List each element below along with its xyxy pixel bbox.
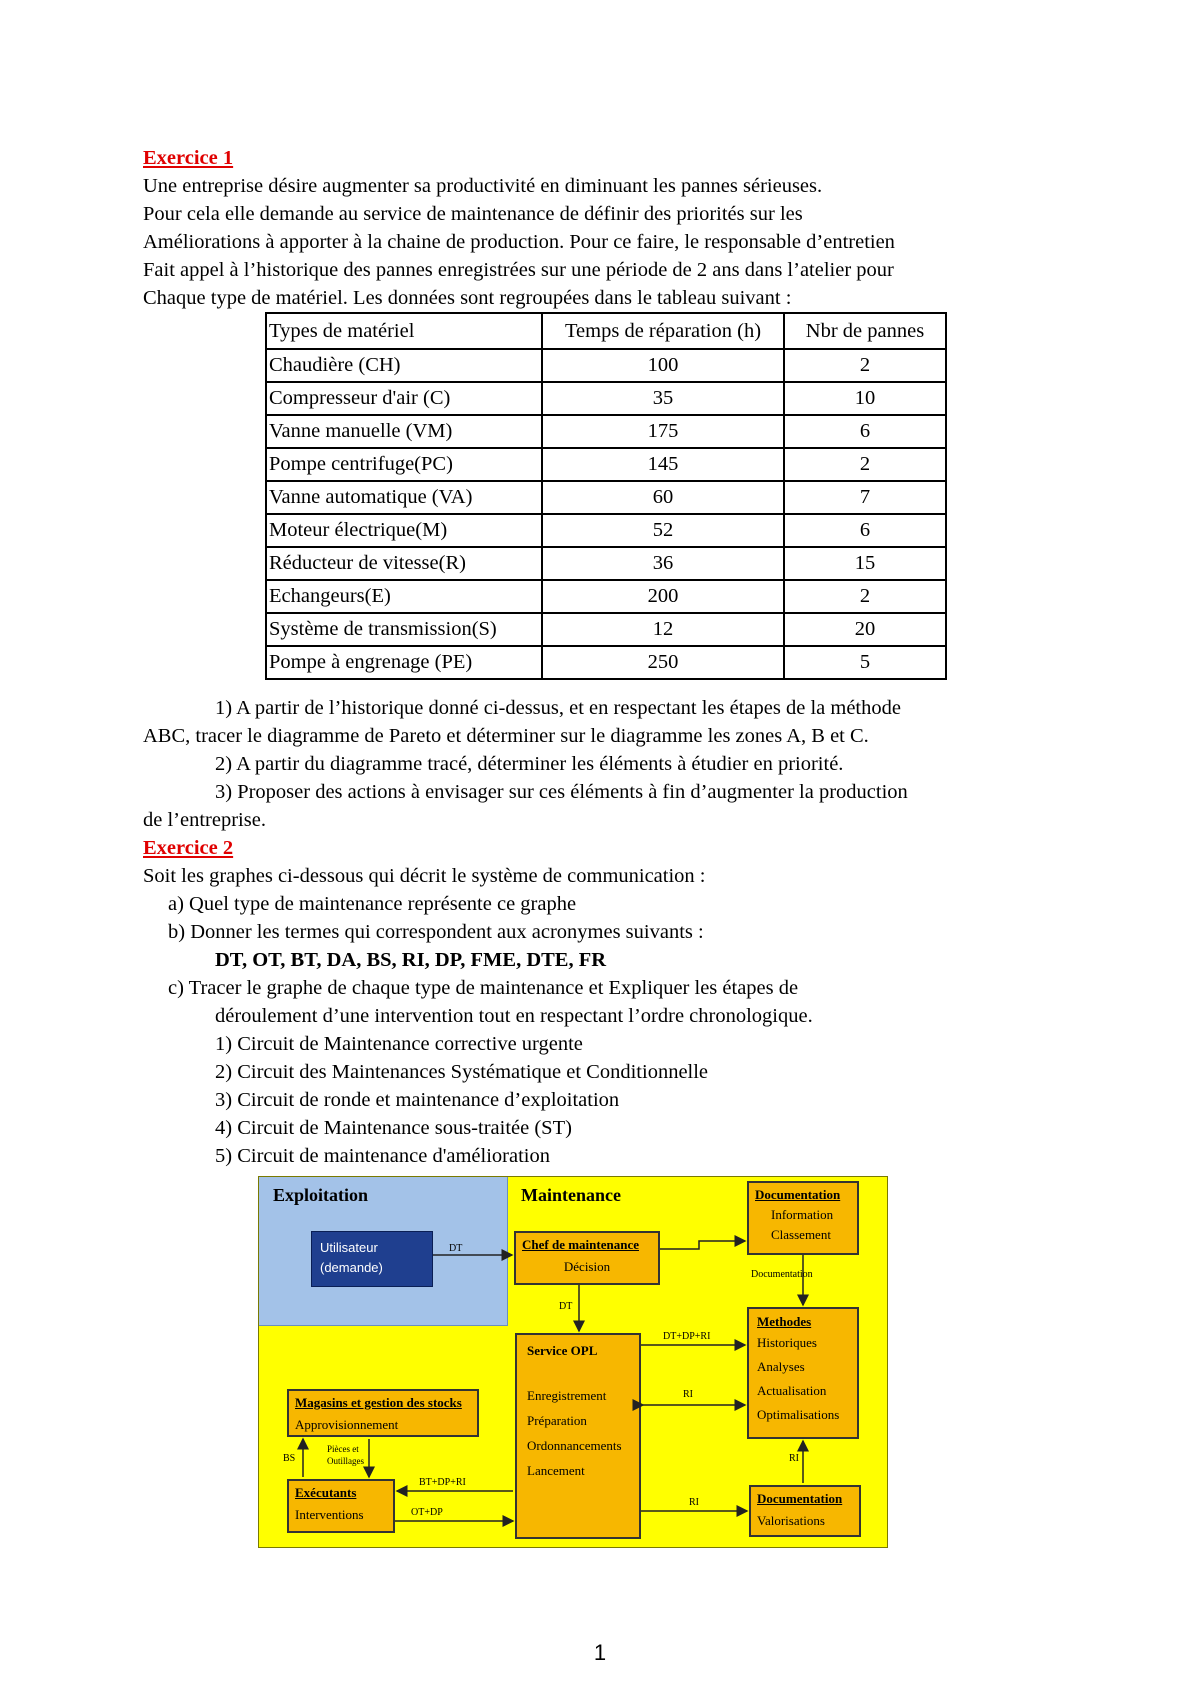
table-row [266, 415, 946, 448]
methodes-item: Actualisation [757, 1383, 827, 1398]
circuit-list-item: 3) Circuit de ronde et maintenance d’exploitation [215, 1089, 620, 1111]
label-bt-dp-ri: BT+DP+RI [419, 1477, 466, 1488]
cell-time: 175 [542, 415, 784, 448]
cell-time: 35 [542, 382, 784, 415]
ex1-question-3-cont: de l’entreprise. [143, 809, 266, 831]
label-ri: RI [789, 1453, 799, 1464]
methodes-item: Historiques [757, 1335, 817, 1350]
doc-classement-label: Classement [771, 1227, 831, 1242]
label-ri: RI [689, 1497, 699, 1508]
documentation-bottom-line: Valorisations [757, 1513, 825, 1528]
cell-time: 12 [542, 613, 784, 646]
service-opl-item: Ordonnancements [527, 1438, 622, 1453]
cell-count: 7 [784, 481, 946, 514]
ex1-paragraph-line: Fait appel à l’historique des pannes enregistrées sur une période de 2 ans dans l’atelier pour [143, 259, 894, 281]
cell-type: Moteur électrique(M) [266, 514, 542, 547]
table-row [266, 481, 946, 514]
table-row [266, 547, 946, 580]
service-opl-item: Enregistrement [527, 1388, 607, 1403]
diagram-arrows [259, 1177, 889, 1549]
service-opl-item: Préparation [527, 1413, 587, 1428]
label-dt-2: DT [559, 1301, 573, 1312]
user-label: Utilisateur [320, 1240, 378, 1255]
documentation-top-title: Documentation [755, 1187, 841, 1202]
label-ot-dp: OT+DP [411, 1507, 443, 1518]
ex1-paragraph-line: Une entreprise désire augmenter sa productivité en diminuant les pannes sérieuses. [143, 175, 823, 197]
table-row [266, 382, 946, 415]
executants-line: Interventions [295, 1507, 364, 1522]
ex2-question-a: a) Quel type de maintenance représente ce graphe [168, 893, 577, 915]
arrow-chef-to-documentation [660, 1241, 745, 1249]
service-opl-title: Service OPL [527, 1343, 598, 1358]
ex1-question-1-cont: ABC, tracer le diagramme de Pareto et déterminer sur le diagramme les zones A, B et C. [143, 725, 869, 747]
exercice-2-title: Exercice 2 [143, 837, 234, 859]
documentation-bottom-title: Documentation [757, 1491, 843, 1506]
ex1-paragraph-line: Chaque type de matériel. Les données sont regroupées dans le tableau suivant : [143, 287, 792, 309]
cell-type: Vanne manuelle (VM) [266, 415, 542, 448]
cell-type: Compresseur d'air (C) [266, 382, 542, 415]
circuit-list-item: 5) Circuit de maintenance d'amélioration [215, 1145, 550, 1167]
ex1-question-1: 1) A partir de l’historique donné ci-dessus, et en respectant les étapes de la méthode [215, 697, 901, 719]
cell-time: 100 [542, 349, 784, 382]
table-row [266, 349, 946, 382]
table-row [266, 613, 946, 646]
label-pieces-line: Pièces et [327, 1444, 359, 1454]
ex2-intro: Soit les graphes ci-dessous qui décrit le système de communication : [143, 865, 706, 887]
cell-count: 2 [784, 580, 946, 613]
magasins-line: Approvisionnement [295, 1417, 399, 1432]
cell-count: 6 [784, 415, 946, 448]
cell-type: Réducteur de vitesse(R) [266, 547, 542, 580]
header-repair-time: Temps de réparation (h) [542, 313, 784, 349]
service-opl-item: Lancement [527, 1463, 585, 1478]
ex2-question-c: c) Tracer le graphe de chaque type de maintenance et Expliquer les étapes de [168, 977, 799, 999]
cell-type: Pompe centrifuge(PC) [266, 448, 542, 481]
chef-maintenance-title: Chef de maintenance [522, 1237, 639, 1252]
table-header-row [266, 313, 946, 349]
methodes-item: Optimalisations [757, 1407, 840, 1422]
label-pieces [327, 1443, 364, 1467]
page-number: 1 [593, 1640, 607, 1665]
ex2-acronyms: DT, OT, BT, DA, BS, RI, DP, FME, DTE, FR [215, 949, 607, 971]
ex1-question-2: 2) A partir du diagramme tracé, déterminer les éléments à étudier en priorité. [215, 753, 844, 775]
failure-history-table [265, 312, 947, 680]
cell-time: 60 [542, 481, 784, 514]
label-bs: BS [283, 1453, 296, 1464]
label-dt-dp-ri: DT+DP+RI [663, 1331, 711, 1342]
label-outillages-line: Outillages [327, 1456, 364, 1466]
table-row [266, 448, 946, 481]
cell-time: 250 [542, 646, 784, 679]
table-row [266, 646, 946, 679]
chef-decision-label: Décision [563, 1259, 611, 1274]
cell-time: 52 [542, 514, 784, 547]
label-ri: RI [683, 1389, 693, 1400]
circuit-list-item: 2) Circuit des Maintenances Systématique et Conditionnelle [215, 1061, 709, 1083]
header-failure-count: Nbr de pannes [784, 313, 946, 349]
cell-count: 2 [784, 349, 946, 382]
user-request-label: (demande) [320, 1260, 383, 1275]
ex2-question-b: b) Donner les termes qui correspondent aux acronymes suivants : [168, 921, 704, 943]
cell-type: Système de transmission(S) [266, 613, 542, 646]
maintenance-title: Maintenance [521, 1185, 621, 1205]
cell-count: 6 [784, 514, 946, 547]
cell-time: 145 [542, 448, 784, 481]
ex1-paragraph-line: Pour cela elle demande au service de maintenance de définir des priorités sur les [143, 203, 803, 225]
cell-time: 36 [542, 547, 784, 580]
cell-count: 20 [784, 613, 946, 646]
doc-info-label: Information [771, 1207, 834, 1222]
cell-count: 15 [784, 547, 946, 580]
exercice-1-title: Exercice 1 [143, 147, 234, 169]
label-documentation: Documentation [751, 1269, 813, 1280]
cell-type: Vanne automatique (VA) [266, 481, 542, 514]
circuit-list-item: 4) Circuit de Maintenance sous-traitée (ST) [215, 1117, 572, 1139]
cell-count: 2 [784, 448, 946, 481]
methodes-item: Analyses [757, 1359, 805, 1374]
header-type: Types de matériel [266, 313, 542, 349]
cell-count: 10 [784, 382, 946, 415]
exploitation-title: Exploitation [273, 1185, 369, 1205]
ex2-question-c-cont: déroulement d’une intervention tout en respectant l’ordre chronologique. [215, 1005, 813, 1027]
maintenance-communication-diagram [258, 1176, 888, 1548]
label-dt: DT [449, 1243, 463, 1254]
cell-count: 5 [784, 646, 946, 679]
ex1-question-3: 3) Proposer des actions à envisager sur ces éléments à fin d’augmenter la production [215, 781, 908, 803]
table-row [266, 580, 946, 613]
circuit-list-item: 1) Circuit de Maintenance corrective urgente [215, 1033, 583, 1055]
magasins-title: Magasins et gestion des stocks [295, 1395, 462, 1410]
methodes-title: Methodes [757, 1314, 812, 1329]
cell-type: Pompe à engrenage (PE) [266, 646, 542, 679]
cell-type: Echangeurs(E) [266, 580, 542, 613]
ex1-paragraph-line: Améliorations à apporter à la chaine de production. Pour ce faire, le responsable d’entretien [143, 231, 895, 253]
cell-type: Chaudière (CH) [266, 349, 542, 382]
table-row [266, 514, 946, 547]
cell-time: 200 [542, 580, 784, 613]
executants-title: Exécutants [295, 1485, 357, 1500]
